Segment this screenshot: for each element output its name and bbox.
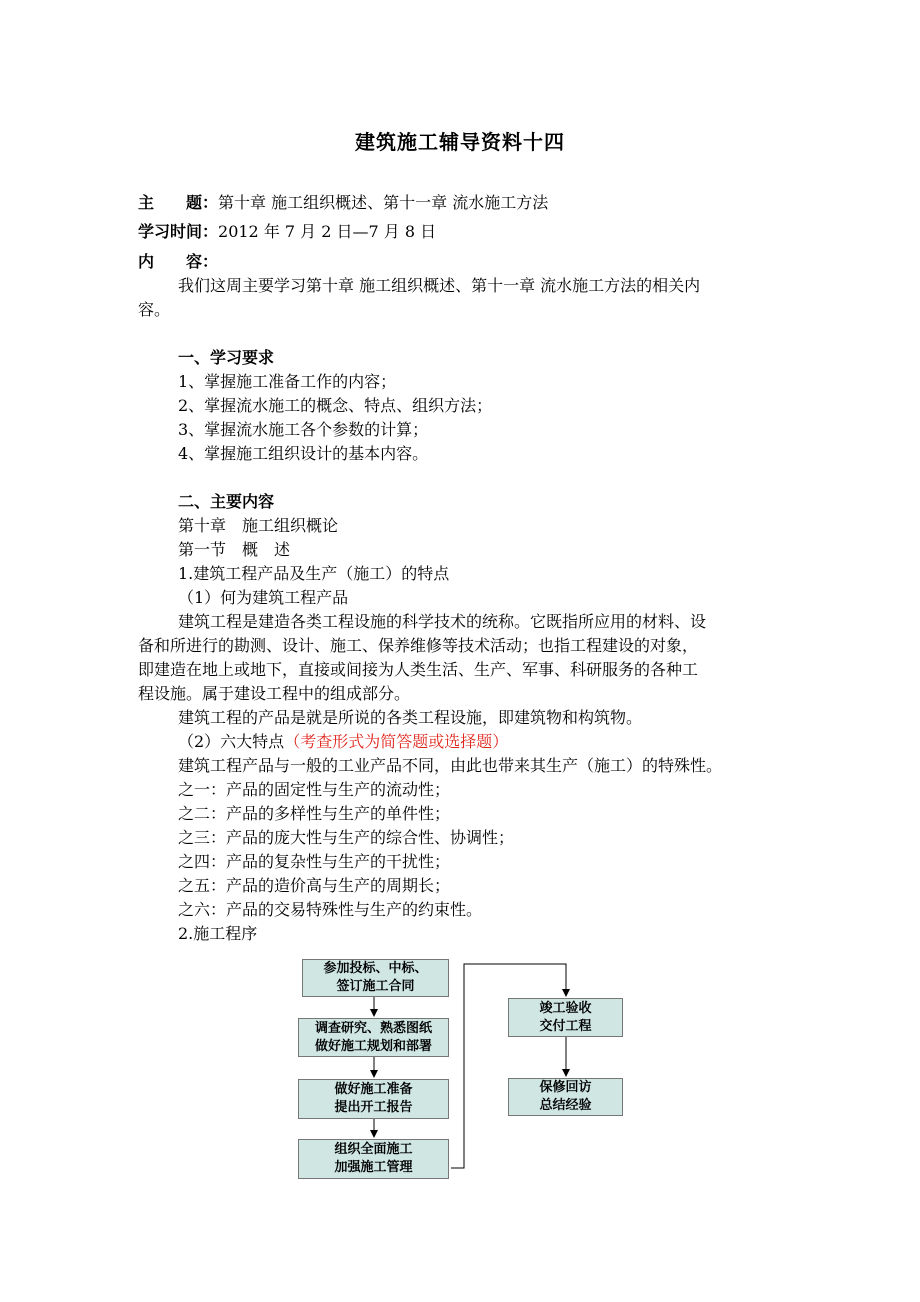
- paragraph-line: 即建造在地上或地下，直接或间接为人类生活、生产、军事、科研服务的各种工: [138, 660, 699, 679]
- paragraph-line: 备和所进行的勘测、设计、施工、保养维修等技术活动；也指工程建设的对象，: [138, 636, 699, 655]
- section1-heading: 一、学习要求: [178, 348, 275, 367]
- content-row: [138, 252, 218, 272]
- flow-step-planning: [298, 1018, 449, 1057]
- time-value: 2012 年 7 月 2 日—7 月 8 日: [218, 222, 437, 241]
- page-title: 建筑施工辅导资料十四: [355, 130, 565, 154]
- sub-heading-2: [178, 732, 508, 752]
- flow-step-text: 参加投标、中标、: [323, 961, 428, 976]
- exam-note: （考查形式为简答题或选择题）: [284, 732, 509, 751]
- feature-item: 之六：产品的交易特殊性与生产的约束性。: [178, 900, 483, 919]
- point-2: 2.施工程序: [178, 924, 258, 943]
- flow-step-text: 签订施工合同: [336, 979, 415, 994]
- intro-line-2: 容。: [138, 300, 171, 319]
- feature-item: 之一：产品的固定性与生产的流动性；: [178, 780, 451, 799]
- flow-step-text: 做好施工准备: [334, 1082, 413, 1097]
- feature-item: 之四：产品的复杂性与生产的干扰性；: [178, 852, 451, 871]
- requirement-item: 3、掌握流水施工各个参数的计算；: [178, 420, 429, 439]
- paragraph-line: 建筑工程是建造各类工程设施的科学技术的统称。它既指所应用的材料、设: [178, 612, 707, 631]
- flow-step-text: 做好施工规划和部署: [314, 1038, 432, 1054]
- time-row: [138, 222, 436, 242]
- feature-item: 之三：产品的庞大性与生产的综合性、协调性；: [178, 828, 515, 847]
- requirement-item: 1、掌握施工准备工作的内容；: [178, 372, 397, 391]
- chapter-title: 第十章 施工组织概论: [178, 516, 339, 535]
- sub-heading-2-text: （2）六大特点: [178, 732, 285, 751]
- section2-heading: 二、主要内容: [178, 492, 275, 511]
- sub-heading-1: （1）何为建筑工程产品: [178, 588, 349, 607]
- flow-step-text: 调查研究、熟悉图纸: [314, 1020, 432, 1036]
- requirement-item: 2、掌握流水施工的概念、特点、组织方法；: [178, 396, 493, 415]
- feature-item: 之五：产品的造价高与生产的周期长；: [178, 876, 451, 895]
- flow-step-preparation: [298, 1079, 449, 1119]
- flow-step-text: 加强施工管理: [334, 1160, 413, 1175]
- flow-step-acceptance: [508, 998, 623, 1037]
- feature-item: 之二：产品的多样性与生产的单件性；: [178, 804, 451, 823]
- paragraph-line: 程设施。属于建设工程中的组成部分。: [138, 684, 411, 703]
- flow-step-warranty: [508, 1078, 623, 1116]
- topic-label: 主 题：: [138, 193, 219, 212]
- flow-step-construction: [298, 1139, 449, 1179]
- connector-4-to-5: [451, 964, 566, 1168]
- paragraph-line: 建筑工程产品与一般的工业产品不同，由此也带来其生产（施工）的特殊性。: [178, 756, 723, 775]
- flow-step-bidding: [302, 959, 449, 997]
- paragraph-line: 建筑工程的产品是就是所说的各类工程设施，即建筑物和构筑物。: [178, 708, 643, 727]
- requirement-item: 4、掌握施工组织设计的基本内容。: [178, 444, 429, 463]
- construction-procedure-flowchart: [280, 950, 650, 1190]
- flow-step-text: 竣工验收: [539, 1000, 592, 1016]
- intro-line-1: 我们这周主要学习第十章 施工组织概述、第十一章 流水施工方法的相关内: [178, 276, 701, 295]
- point-1: 1.建筑工程产品及生产（施工）的特点: [178, 564, 450, 583]
- topic-row: [138, 193, 548, 213]
- flow-step-text: 保修回访: [539, 1080, 592, 1095]
- flow-step-text: 组织全面施工: [334, 1142, 413, 1157]
- topic-value: 第十章 施工组织概述、第十一章 流水施工方法: [218, 193, 549, 212]
- flow-step-text: 总结经验: [539, 1098, 592, 1113]
- content-label: 内 容：: [138, 252, 219, 271]
- time-label: 学习时间：: [138, 222, 219, 241]
- flow-step-text: 交付工程: [539, 1018, 592, 1034]
- section-title: 第一节 概 述: [178, 540, 291, 559]
- flow-step-text: 提出开工报告: [334, 1100, 413, 1115]
